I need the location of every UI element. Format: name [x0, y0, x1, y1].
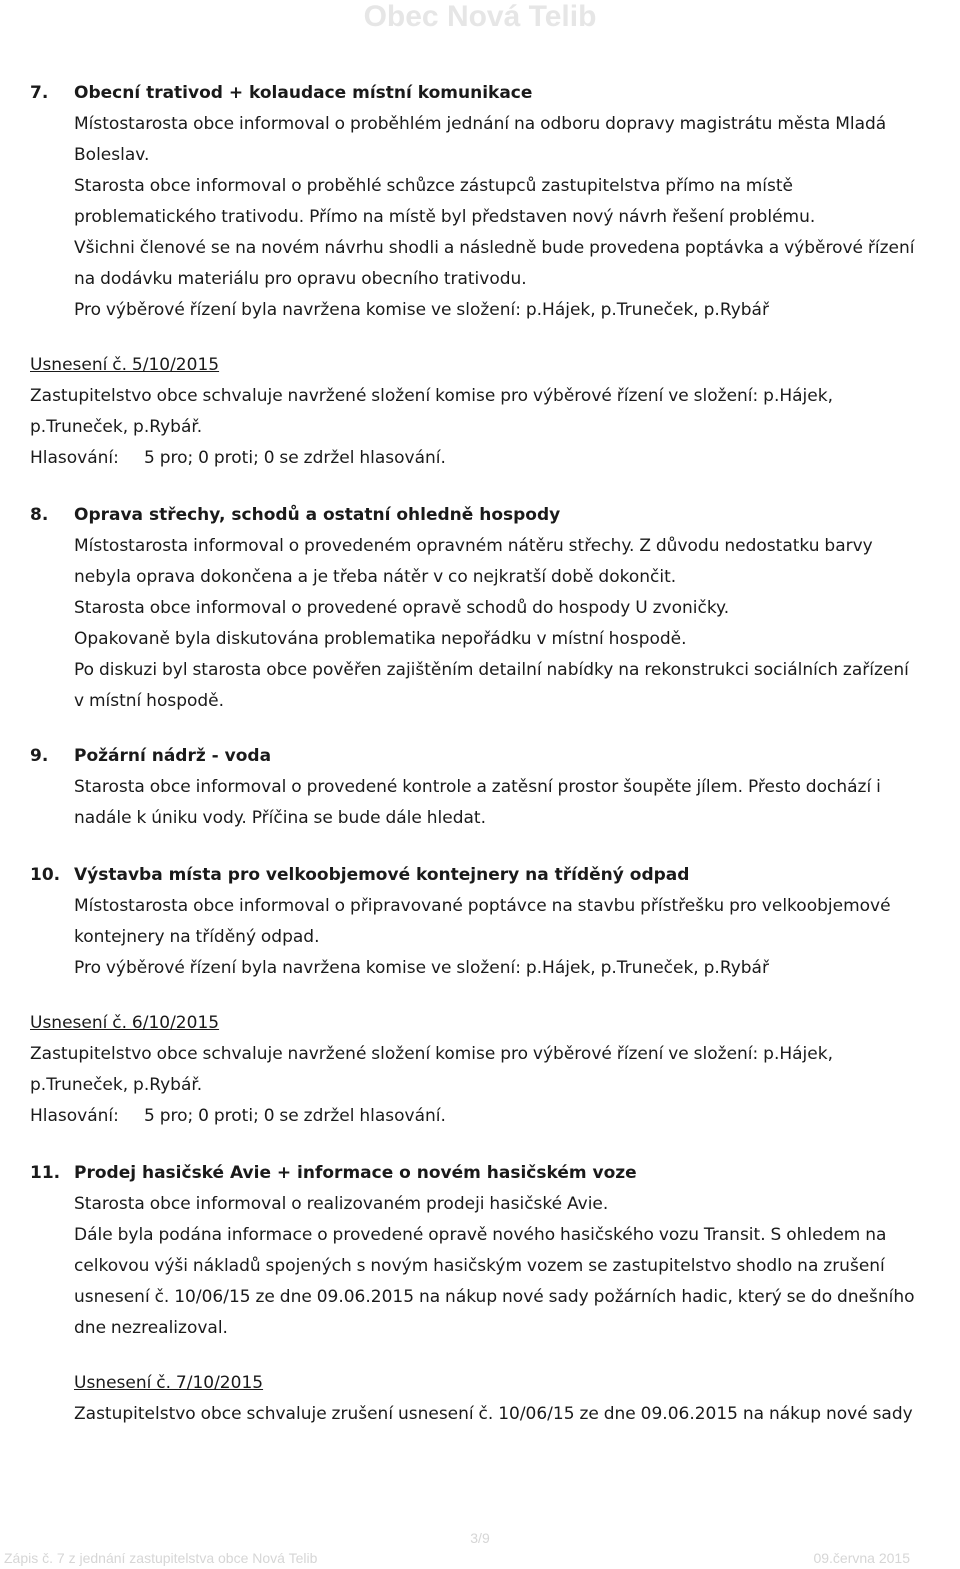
- resolution-text: p.Truneček, p.Rybář.: [30, 1075, 203, 1095]
- text-line: Všichni členové se na novém návrhu shodli a následně bude provedena poptávka a výběrové řízení: [74, 238, 915, 258]
- section-8-heading: [30, 502, 955, 533]
- text-line: Pro výběrové řízení byla navržena komise ve složení: p.Hájek, p.Truneček, p.Rybář: [74, 958, 769, 978]
- document-body: [30, 80, 955, 1432]
- section-number: 9.: [30, 746, 49, 766]
- text-line: Po diskuzi byl starosta obce pověřen zajištěním detailní nabídky na rekonstrukci sociálních zařízení: [74, 660, 909, 680]
- text-line: Místostarosta obce informoval o proběhlém jednání na odboru dopravy magistrátu města Mladá: [74, 114, 887, 134]
- text-line: v místní hospodě.: [74, 691, 225, 711]
- section-title: Obecní trativod + kolaudace místní komunikace: [74, 83, 533, 103]
- text-line: kontejnery na tříděný odpad.: [74, 927, 320, 947]
- resolution-text: Zastupitelstvo obce schvaluje navržené složení komise pro výběrové řízení ve složení: p.Hájek,: [30, 1044, 833, 1064]
- vote-value: 5 pro; 0 proti; 0 se zdržel hlasování.: [144, 1106, 446, 1126]
- text-line: Dále byla podána informace o provedené opravě nového hasičského vozu Transit. S ohledem na: [74, 1225, 887, 1245]
- text-line: dne nezrealizoval.: [74, 1318, 228, 1338]
- footer-document-title: Zápis č. 7 z jednání zastupitelstva obce Nová Telib: [4, 1550, 318, 1566]
- section-7-heading: [30, 80, 955, 111]
- section-number: 10.: [30, 865, 61, 885]
- vote-line: [30, 445, 955, 476]
- resolution-heading: Usnesení č. 7/10/2015: [74, 1373, 264, 1393]
- text-line: celkovou výši nákladů spojených s novým hasičským vozem se zastupitelstvo shodlo na zrušení: [74, 1256, 885, 1276]
- section-title: Oprava střechy, schodů a ostatní ohledně hospody: [74, 505, 561, 525]
- resolution-text: Zastupitelstvo obce schvaluje navržené složení komise pro výběrové řízení ve složení: p.Hájek,: [30, 386, 833, 406]
- page-header-title: Obec Nová Telib: [363, 0, 597, 33]
- section-9-heading: [30, 743, 955, 774]
- resolution-text: p.Truneček, p.Rybář.: [30, 417, 203, 437]
- section-10-heading: [30, 862, 955, 893]
- page-number: 3/9: [470, 1530, 490, 1546]
- resolution-text: Zastupitelstvo obce schvaluje zrušení usnesení č. 10/06/15 ze dne 09.06.2015 na nákup nové sady: [74, 1404, 913, 1424]
- resolution-heading: Usnesení č. 6/10/2015: [30, 1013, 220, 1033]
- text-line: Starosta obce informoval o realizovaném prodeji hasičské Avie.: [74, 1194, 609, 1214]
- section-number: 8.: [30, 505, 49, 525]
- text-line: Místostarosta obce informoval o připravované poptávce na stavbu přístřešku pro velkoobjemové: [74, 896, 891, 916]
- text-line: Starosta obce informoval o proběhlé schůzce zástupců zastupitelstva přímo na místě: [74, 176, 793, 196]
- vote-value: 5 pro; 0 proti; 0 se zdržel hlasování.: [144, 448, 446, 468]
- section-11-heading: [30, 1160, 955, 1191]
- text-line: Pro výběrové řízení byla navržena komise ve složení: p.Hájek, p.Truneček, p.Rybář: [74, 300, 769, 320]
- section-title: Výstavba místa pro velkoobjemové kontejnery na tříděný odpad: [74, 865, 690, 885]
- section-title: Prodej hasičské Avie + informace o novém hasičském voze: [74, 1163, 637, 1183]
- section-title: Požární nádrž - voda: [74, 746, 272, 766]
- vote-label: Hlasování:: [30, 448, 119, 468]
- vote-label: Hlasování:: [30, 1106, 119, 1126]
- text-line: nadále k úniku vody. Příčina se bude dále hledat.: [74, 808, 487, 828]
- text-line: Boleslav.: [74, 145, 150, 165]
- resolution-heading: Usnesení č. 5/10/2015: [30, 355, 220, 375]
- text-line: na dodávku materiálu pro opravu obecního trativodu.: [74, 269, 527, 289]
- text-line: nebyla oprava dokončena a je třeba nátěr v co nejkratší době dokončit.: [74, 567, 677, 587]
- text-line: Starosta obce informoval o provedené opravě schodů do hospody U zvoničky.: [74, 598, 730, 618]
- text-line: problematického trativodu. Přímo na místě byl představen nový návrh řešení problému.: [74, 207, 816, 227]
- section-number: 11.: [30, 1163, 61, 1183]
- section-number: 7.: [30, 83, 49, 103]
- footer-date: 09.června 2015: [813, 1550, 910, 1566]
- text-line: usnesení č. 10/06/15 ze dne 09.06.2015 na nákup nové sady požárních hadic, který se do dnešního: [74, 1287, 915, 1307]
- vote-line: [30, 1103, 955, 1134]
- text-line: Místostarosta informoval o provedeném opravném nátěru střechy. Z důvodu nedostatku barvy: [74, 536, 873, 556]
- text-line: Starosta obce informoval o provedené kontrole a zatěsní prostor šoupěte jílem. Přesto dochází i: [74, 777, 881, 797]
- text-line: Opakovaně byla diskutována problematika nepořádku v místní hospodě.: [74, 629, 687, 649]
